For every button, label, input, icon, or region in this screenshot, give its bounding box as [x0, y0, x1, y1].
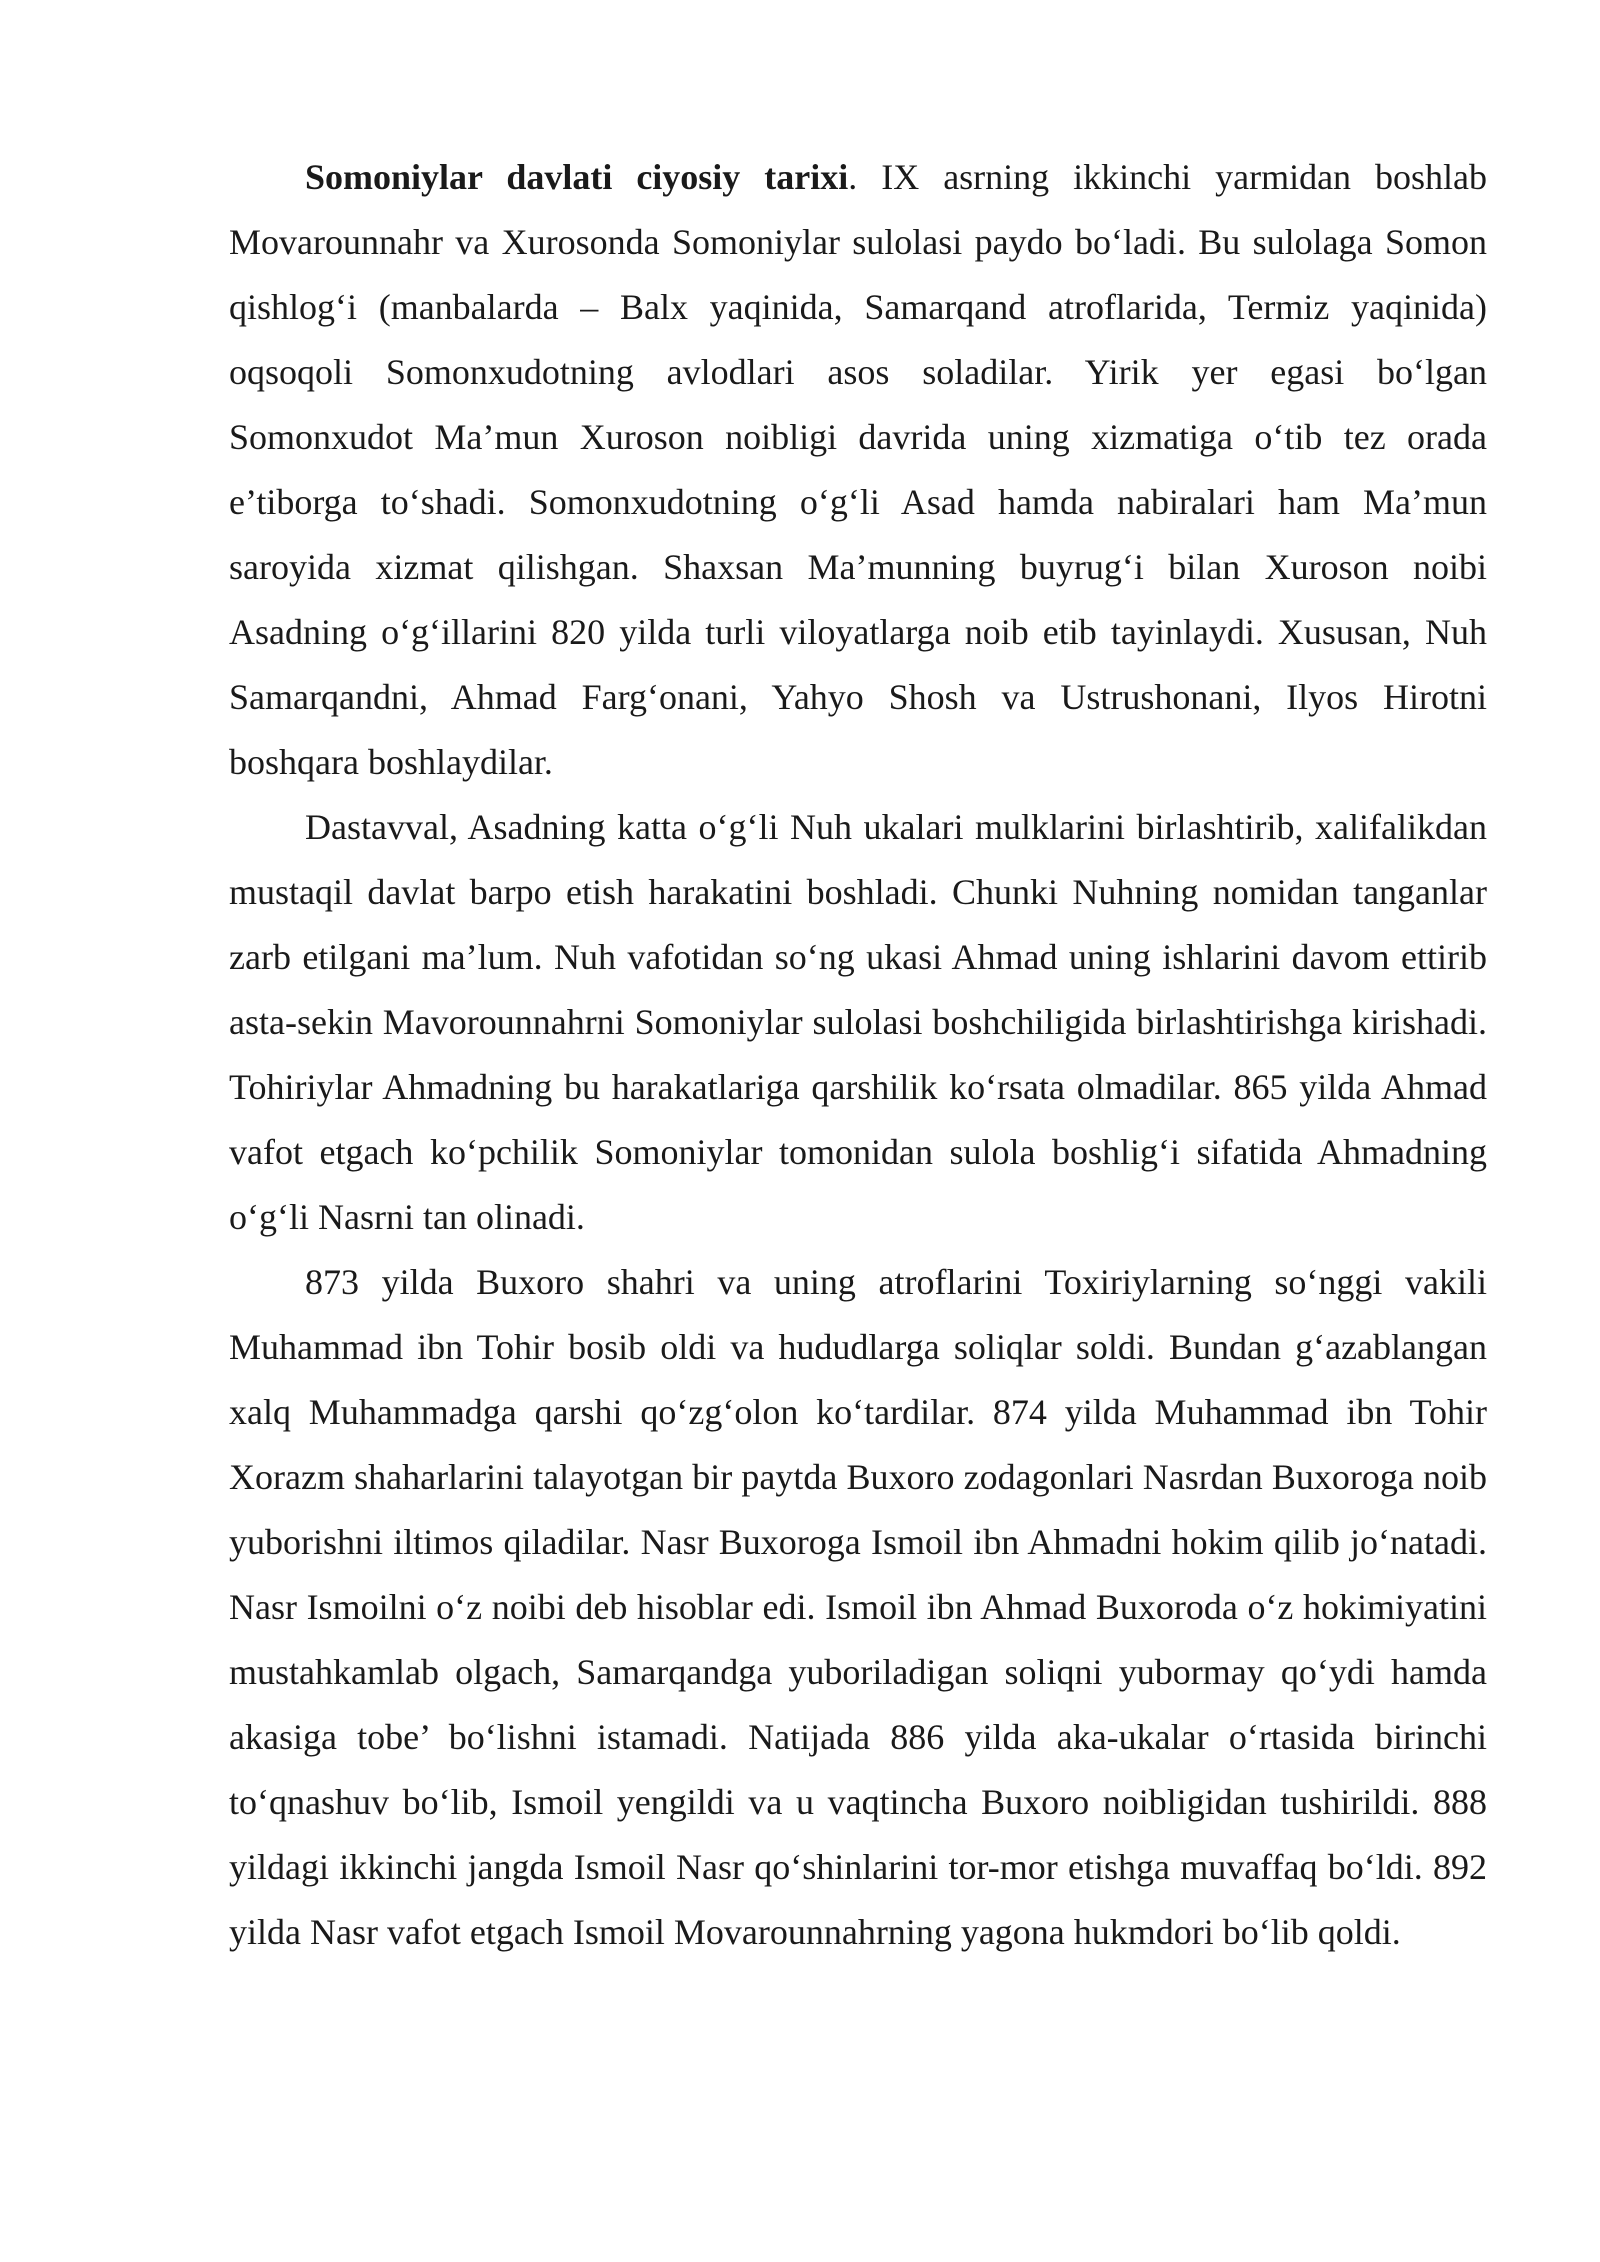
paragraph-2	[229, 795, 1487, 1250]
paragraph-1-text: . IX asrning ikkinchi yarmidan boshlab Movarounnahr va Xurosonda Somoniylar sulolasi paydo bo‘ladi. Bu sulolaga Somon qishlog‘i (manbalarda – Balx yaqinida, Samarqand atroflarida, Termiz yaqinida) oqsoqoli Somonxudotning avlodlari asos soladilar. Yirik yer egasi bo‘lgan Somonxudot Ma’mun Xuroson noibligi davrida uning xizmatiga o‘tib tez orada e’tiborga to‘shadi. Somonxudotning o‘g‘li Asad hamda nabiralari ham Ma’mun saroyida xizmat qilishgan. Shaxsan Ma’munning buyrug‘i bilan Xuroson noibi Asadning o‘g‘illarini 820 yilda turli viloyatlarga noib etib tayinlaydi. Xususan, Nuh Samarqandni, Ahmad Farg‘onani, Yahyo Shosh va Ustrushonani, Ilyos Hirotni boshqara boshlaydilar.	[229, 157, 1488, 782]
paragraph-3-text: 873 yilda Buxoro shahri va uning atroflarini Toxiriylarning so‘nggi vakili Muhammad ibn Tohir bosib oldi va hududlarga soliqlar soldi. Bundan g‘azablangan xalq Muhammadga qarshi qo‘zg‘olon ko‘tardilar. 874 yilda Muhammad ibn Tohir Xorazm shaharlarini talayotgan bir paytda Buxoro zodagonlari Nasrdan Buxoroga noib yuborishni iltimos qiladilar. Nasr Buxoroga Ismoil ibn Ahmadni hokim qilib jo‘natadi. Nasr Ismoilni o‘z noibi deb hisoblar edi. Ismoil ibn Ahmad Buxoroda o‘z hokimiyatini mustahkamlab olgach, Samarqandga yuboriladigan soliqni yubormay qo‘ydi hamda akasiga tobe’ bo‘lishni istamadi. Natijada 886 yilda aka-ukalar o‘rtasida birinchi to‘qnashuv bo‘lib, Ismoil yengildi va u vaqtincha Buxoro noibligidan tushirildi. 888 yildagi ikkinchi jangda Ismoil Nasr qo‘shinlarini tor-mor etishga muvaffaq bo‘ldi. 892 yilda Nasr vafot etgach Ismoil Movarounnahrning yagona hukmdori bo‘lib qoldi.	[229, 1262, 1487, 1952]
paragraph-3	[229, 1250, 1487, 1965]
paragraph-1	[229, 145, 1487, 795]
document-body	[229, 145, 1487, 1965]
paragraph-2-text: Dastavval, Asadning katta o‘g‘li Nuh ukalari mulklarini birlashtirib, xalifalikdan mustaqil davlat barpo etish harakatini boshladi. Chunki Nuhning nomidan tanganlar zarb etilgani ma’lum. Nuh vafotidan so‘ng ukasi Ahmad uning ishlarini davom ettirib asta-sekin Mavorounnahrni Somoniylar sulolasi boshchiligida birlashtirishga kirishadi. Tohiriylar Ahmadning bu harakatlariga qarshilik ko‘rsata olmadilar. 865 yilda Ahmad vafot etgach ko‘pchilik Somoniylar tomonidan sulola boshlig‘i sifatida Ahmadning o‘g‘li Nasrni tan olinadi.	[229, 807, 1487, 1237]
section-heading: Somoniylar davlati ciyosiy tarixi	[305, 157, 849, 197]
